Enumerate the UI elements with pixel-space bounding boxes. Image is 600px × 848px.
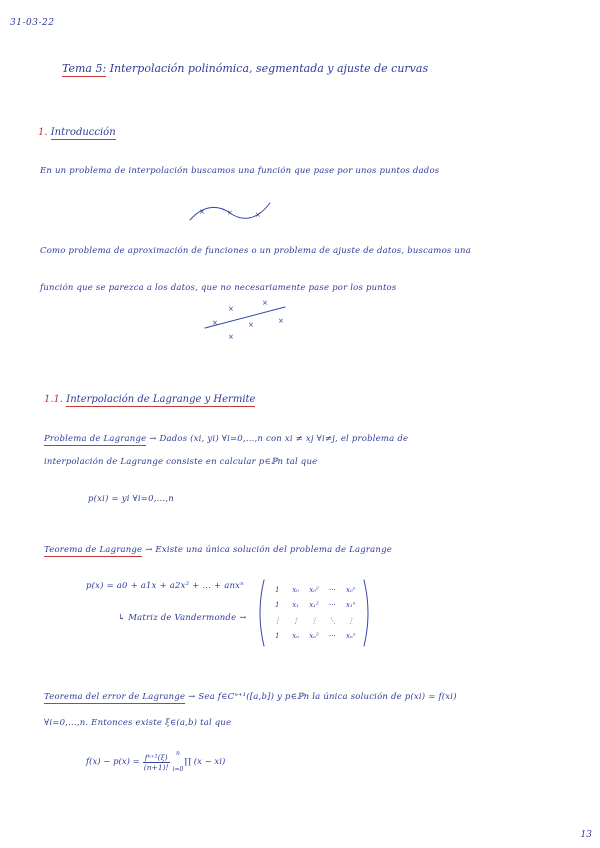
error-theorem-line-2: ∀i=0,...,n. Entonces existe ξ∈(a,b) tal que — [44, 718, 232, 728]
matrix-grid — [268, 582, 360, 644]
svg-text:×: × — [255, 211, 261, 219]
section-1-1-heading — [44, 394, 255, 405]
section-1-1-number: 1.1. — [44, 394, 64, 405]
page-title — [62, 62, 428, 75]
matrix-cell: ··· — [329, 601, 336, 610]
vandermonde-matrix — [258, 578, 370, 648]
section-1-para-1: En un problema de interpolación buscamos una función que pase por unos puntos dados — [40, 166, 440, 176]
matrix-cell: ··· — [329, 632, 336, 641]
lagrange-polynomial-formula: p(x) = a0 + a1x + a2x² + ... + anxⁿ — [86, 581, 244, 591]
matrix-cell: xₙ — [292, 632, 299, 641]
matrix-cell: ⋮ — [347, 616, 355, 625]
error-formula-left: f(x) − p(x) = — [86, 757, 140, 767]
matrix-cell: ⋮ — [273, 616, 281, 625]
error-theorem-term: Teorema del error de Lagrange — [44, 692, 186, 702]
lagrange-problem-line-1 — [44, 434, 408, 444]
matrix-cell: x₁² — [309, 601, 319, 610]
lagrange-problem-line-2: interpolación de Lagrange consiste en calcular p∈ℙn tal que — [44, 457, 318, 467]
matrix-cell: 1 — [274, 632, 280, 641]
vandermonde-label: ↳ Matriz de Vandermonde → — [118, 613, 247, 623]
section-1-para-2-line-1: Como problema de aproximación de funciones o un problema de ajuste de datos, buscamos una — [40, 246, 471, 256]
error-product-bottom: i=0 — [172, 766, 184, 773]
fitting-sketch — [200, 295, 295, 345]
lagrange-theorem-text: → Existe una única solución del problema de Lagrange — [145, 545, 392, 555]
error-theorem-text-1: → Sea f∈Cⁿ⁺¹([a,b]) y p∈ℙn la única solución de p(xi) = f(xi) — [188, 692, 457, 702]
matrix-cell: 1 — [274, 585, 280, 594]
lagrange-problem-text-1: → Dados (xi, yi) ∀i=0,...,n con xi ≠ xj ∀i≠j, el problema de — [149, 434, 409, 444]
section-1-title: Introducción — [50, 127, 116, 138]
error-fraction — [143, 753, 170, 772]
lagrange-theorem-line — [44, 545, 392, 555]
title-lead: Tema 5: — [62, 62, 107, 75]
matrix-cell: ⋮ — [292, 616, 300, 625]
svg-text:×: × — [199, 208, 205, 216]
matrix-cell: x₁ — [292, 601, 299, 610]
svg-text:×: × — [262, 299, 268, 307]
matrix-cell: x₀ — [292, 585, 299, 594]
lagrange-problem-formula: p(xi) = yi ∀i=0,...,n — [88, 494, 174, 504]
title-rest: Interpolación polinómica, segmentada y ajuste de curvas — [109, 62, 429, 75]
svg-text:×: × — [228, 333, 234, 341]
section-1-heading — [38, 127, 116, 138]
error-theorem-line-1 — [44, 692, 457, 702]
section-1-number: 1. — [38, 127, 48, 138]
matrix-cell: xₙ² — [309, 632, 319, 641]
error-product-top: n — [176, 750, 180, 757]
section-1-para-2-line-2: función que se parezca a los datos, que no necesariamente pase por los puntos — [40, 283, 397, 293]
page-number: 13 — [580, 830, 592, 840]
matrix-cell: x₀ⁿ — [345, 585, 356, 594]
matrix-cell: ⋱ — [328, 616, 336, 625]
svg-text:×: × — [248, 321, 254, 329]
error-product-stack — [173, 751, 184, 773]
svg-text:×: × — [278, 317, 284, 325]
error-fraction-numerator: fⁿ⁺¹(ξ) — [144, 752, 168, 762]
lagrange-theorem-term: Teorema de Lagrange — [44, 545, 143, 555]
matrix-cell: ⋮ — [310, 616, 318, 625]
svg-text:×: × — [227, 209, 233, 217]
error-formula — [86, 742, 225, 782]
svg-text:×: × — [228, 305, 234, 313]
error-fraction-denominator: (n+1)! — [143, 762, 169, 772]
matrix-cell: x₀² — [309, 585, 319, 594]
interpolation-sketch — [185, 198, 275, 228]
date-label: 31-03-22 — [10, 18, 55, 28]
matrix-cell: 1 — [274, 601, 280, 610]
svg-text:×: × — [212, 319, 218, 327]
matrix-cell: ··· — [329, 585, 336, 594]
lagrange-problem-term: Problema de Lagrange — [44, 434, 147, 444]
matrix-cell: x₁ⁿ — [345, 601, 356, 610]
matrix-cell: xₙⁿ — [345, 632, 356, 641]
section-1-1-title: Interpolación de Lagrange y Hermite — [66, 394, 256, 405]
error-formula-product: ∏ (x − xi) — [184, 757, 226, 767]
